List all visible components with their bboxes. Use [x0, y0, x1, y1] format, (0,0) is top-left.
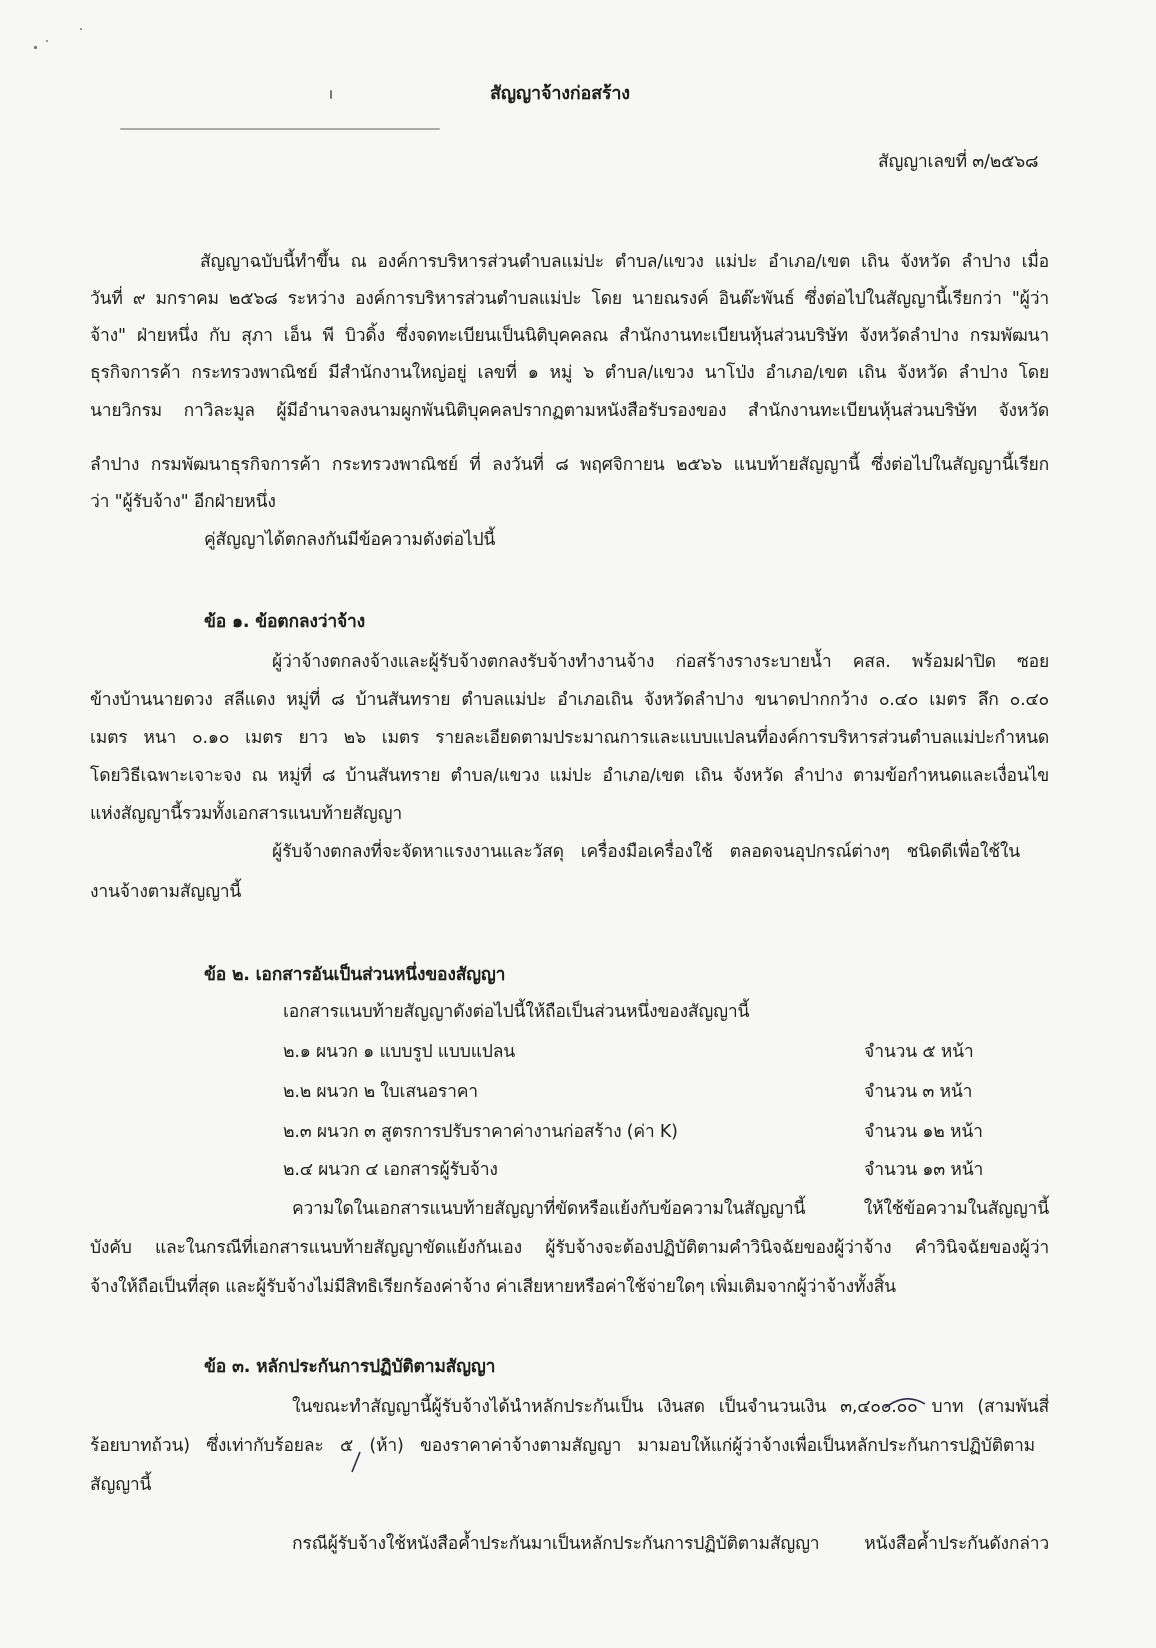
scan-speck [80, 28, 82, 30]
clause-line: ร้อยบาทถ้วน) ซึ่งเท่ากับร้อยละ ๕ (ห้า) ของราคาค่าจ้างตามสัญญา มามอบให้แก่ผู้ว่าจ้างเพื่อเป็นหลักประกันการปฏิบัติตาม [90, 1436, 1035, 1456]
clause-line: ความใดในเอกสารแนบท้ายสัญญาที่ขัดหรือแย้งกับข้อความในสัญญานี้ ให้ใช้ข้อความในสัญญานี้ [292, 1199, 1049, 1219]
clause-line: กรณีผู้รับจ้างใช้หนังสือค้ำประกันมาเป็นหลักประกันการปฏิบัติตามสัญญา หนังสือค้ำประกันดังกล่าว [292, 1534, 1049, 1554]
clause-line: ในขณะทำสัญญานี้ผู้รับจ้างได้นำหลักประกันเป็น เงินสด เป็นจำนวนเงิน ๓,๔๐๐.๐๐ บาท (สามพันสี่ [292, 1397, 1049, 1417]
attachment-label: ๒.๔ ผนวก ๔ เอกสารผู้รับจ้าง [283, 1160, 498, 1180]
clause-line: เมตร หนา ๐.๑๐ เมตร ยาว ๒๖ เมตร รายละเอียดตามประมาณการและแบบแปลนที่องค์การบริหารส่วนตำบลแม่ปะกำหนด [90, 728, 1049, 748]
attachment-label: ๒.๑ ผนวก ๑ แบบรูป แบบแปลน [283, 1042, 515, 1062]
preamble-line: วันที่ ๙ มกราคม ๒๕๖๘ ระหว่าง องค์การบริหารส่วนตำบลแม่ปะ โดย นายณรงค์ อินต๊ะพันธ์ ซึ่งต่อไปในสัญญานี้เรียกว่า "ผู้ว่า [90, 289, 1049, 309]
clause-line: ข้างบ้านนายดวง สลีแดง หมู่ที่ ๘ บ้านสันทราย ตำบลแม่ปะ อำเภอเถิน จังหวัดลำปาง ขนาดปากกว้าง ๐.๔๐ เมตร ลึก ๐.๔๐ [90, 690, 1049, 710]
scan-speck [46, 40, 48, 42]
clause-line: ผู้รับจ้างตกลงที่จะจัดหาแรงงานและวัสดุ เครื่องมือเครื่องใช้ ตลอดจนอุปกรณ์ต่างๆ ชนิดดีเพื่อใช้ใน [272, 842, 1020, 862]
attachment-label: ๒.๓ ผนวก ๓ สูตรการปรับราคาค่างานก่อสร้าง (ค่า K) [283, 1122, 678, 1142]
attachment-count: จำนวน ๕ หน้า [864, 1042, 974, 1062]
scan-speck [330, 90, 332, 99]
contract-number: สัญญาเลขที่ ๓/๒๕๖๘ [878, 152, 1039, 172]
clause-line: โดยวิธีเฉพาะเจาะจง ณ หมู่ที่ ๘ บ้านสันทราย ตำบล/แขวง แม่ปะ อำเภอ/เขต เถิน จังหวัด ลำปาง ตามข้อกำหนดและเงื่อนไข [90, 766, 1049, 786]
clause-line: แห่งสัญญานี้รวมทั้งเอกสารแนบท้ายสัญญา [90, 804, 402, 824]
attachment-count: จำนวน ๑๓ หน้า [864, 1160, 984, 1180]
attachment-count: จำนวน ๑๒ หน้า [864, 1122, 983, 1142]
preamble-line: ว่า "ผู้รับจ้าง" อีกฝ่ายหนึ่ง [90, 492, 276, 512]
clause-line: สัญญานี้ [90, 1475, 152, 1495]
clause-intro: เอกสารแนบท้ายสัญญาดังต่อไปนี้ให้ถือเป็นส่วนหนึ่งของสัญญานี้ [283, 1002, 750, 1022]
scan-streak [120, 128, 440, 130]
clause-line: จ้างให้ถือเป็นที่สุด และผู้รับจ้างไม่มีสิทธิเรียกร้องค่าจ้าง ค่าเสียหายหรือค่าใช้จ่ายใดๆ เพิ่มเติมจากผู้ว่าจ้างทั้งสิ้น [90, 1277, 896, 1297]
preamble-line: ธุรกิจการค้า กระทรวงพาณิชย์ มีสำนักงานใหญ่อยู่ เลขที่ ๑ หมู่ ๖ ตำบล/แขวง นาโป่ง อำเภอ/เขต เถิน จังหวัด ลำปาง โดย [90, 363, 1049, 383]
preamble-line: นายวิกรม กาวิละมูล ผู้มีอำนาจลงนามผูกพันนิติบุคคลปรากฏตามหนังสือรับรองของ สำนักงานทะเบียนหุ้นส่วนบริษัท จังหวัด [90, 401, 1049, 421]
preamble-line: สัญญาฉบับนี้ทำขึ้น ณ องค์การบริหารส่วนตำบลแม่ปะ ตำบล/แขวง แม่ปะ อำเภอ/เขต เถิน จังหวัด ลำปาง เมื่อ [200, 252, 1049, 272]
preamble-line: ลำปาง กรมพัฒนาธุรกิจการค้า กระทรวงพาณิชย์ ที่ ลงวันที่ ๘ พฤศจิกายน ๒๕๖๖ แนบท้ายสัญญานี้ ซึ่งต่อไปในสัญญานี้เรียก [90, 455, 1049, 475]
clause-line: ผู้ว่าจ้างตกลงจ้างและผู้รับจ้างตกลงรับจ้างทำงานจ้าง ก่อสร้างรางระบายน้ำ คสล. พร้อมฝาปิด ซอย [272, 652, 1049, 672]
clause-line: งานจ้างตามสัญญานี้ [90, 882, 242, 902]
clause-line: บังคับ และในกรณีที่เอกสารแนบท้ายสัญญาขัดแย้งกันเอง ผู้รับจ้างจะต้องปฏิบัติตามคำวินิจฉัยของผู้ว่าจ้าง คำวินิจฉัยของผู้ว่า [90, 1238, 1049, 1258]
scan-speck [34, 46, 37, 49]
agreement-line: คู่สัญญาได้ตกลงกันมีข้อความดังต่อไปนี้ [204, 530, 496, 550]
clause-heading: ข้อ ๒. เอกสารอันเป็นส่วนหนึ่งของสัญญา [204, 965, 506, 985]
clause-heading: ข้อ ๑. ข้อตกลงว่าจ้าง [204, 612, 365, 632]
clause-heading: ข้อ ๓. หลักประกันการปฏิบัติตามสัญญา [204, 1357, 496, 1377]
document-title: สัญญาจ้างก่อสร้าง [490, 83, 630, 104]
attachment-count: จำนวน ๓ หน้า [864, 1082, 973, 1102]
attachment-label: ๒.๒ ผนวก ๒ ใบเสนอราคา [283, 1082, 478, 1102]
preamble-line: จ้าง" ฝ่ายหนึ่ง กับ สุภา เอ็น พี บิวดิ้ง ซึ่งจดทะเบียนเป็นนิติบุคคลณ สำนักงานทะเบียนหุ้นส่วนบริษัท จังหวัดลำปาง กรมพัฒนา [90, 326, 1049, 346]
